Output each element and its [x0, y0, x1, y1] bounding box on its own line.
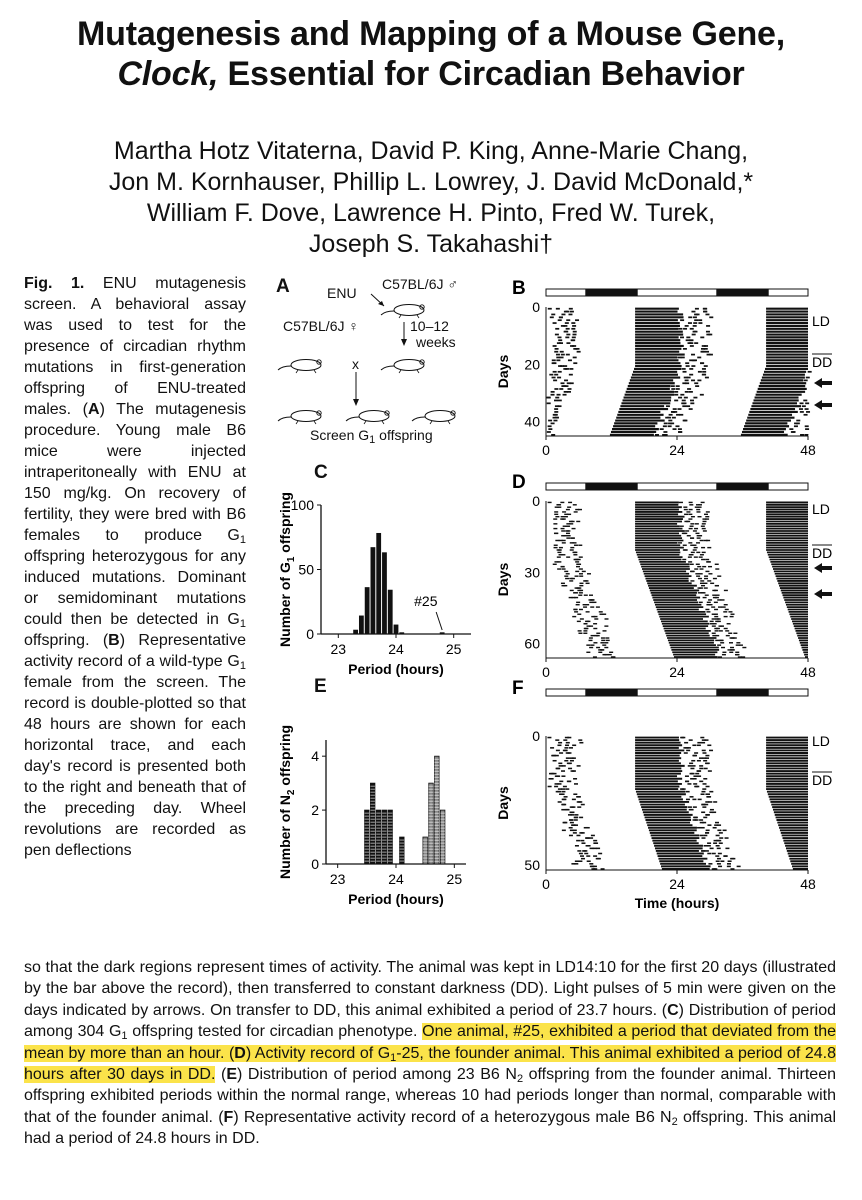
female-symbol-icon: ♀	[348, 318, 359, 334]
y-tick-label: 2	[311, 802, 319, 819]
y-tick-label: 30	[524, 564, 540, 581]
period-histogram-n2	[276, 690, 486, 915]
title-line-1: Mutagenesis and Mapping of a Mouse Gene,	[77, 15, 785, 53]
subscript: 1	[369, 434, 376, 446]
caption-text-7: ) Representative activity record of a heterozygous male B6 N	[233, 1108, 672, 1126]
y-tick-label: 60	[524, 635, 540, 652]
subscript: 2	[516, 1073, 524, 1086]
dark-phase-segment	[716, 689, 768, 696]
x-tick-label: 23	[330, 641, 347, 657]
subscript: 1	[121, 1030, 128, 1043]
y-label-rest: offspring	[277, 492, 293, 557]
y-tick-label: 50	[524, 856, 540, 873]
caption-ref-c: C	[667, 1001, 679, 1019]
x-tick-label: 48	[800, 664, 816, 680]
histogram-bar	[388, 590, 392, 634]
x-tick-label: 25	[445, 641, 462, 657]
subscript: 1	[239, 618, 246, 630]
caption-text-3: offspring tested for circadian phenotype.	[127, 1023, 423, 1041]
histogram-bar	[394, 625, 398, 634]
x-tick-label: 48	[800, 442, 816, 458]
y-axis-label: Days	[495, 562, 511, 597]
histogram-bar	[371, 548, 375, 634]
y-label-sub: 2	[286, 789, 297, 796]
y-tick-label: 0	[306, 626, 314, 642]
histogram-bar	[365, 588, 369, 634]
dd-label: DD	[812, 772, 833, 788]
y-tick-label: 0	[311, 856, 319, 872]
histogram-bar	[440, 633, 444, 634]
x-tick-label: 48	[800, 876, 816, 892]
y-label-sub: 1	[286, 556, 297, 563]
mutagenesis-diagram	[276, 276, 476, 446]
x-tick-label: 0	[542, 664, 550, 680]
caption-ref-f: F	[223, 1108, 234, 1126]
caption-text-4: (	[215, 1066, 227, 1084]
title-line-2	[0, 54, 862, 94]
y-tick-label: 0	[532, 493, 540, 509]
subscript: 1	[390, 1051, 397, 1064]
caption-a-text-2: offspring heterozygous for any induced mutations. Dominant or semidominant mutations could then be detected in G	[24, 548, 246, 628]
light-pulse-arrow-icon	[814, 589, 832, 599]
y-label-rest: offspring	[277, 724, 293, 790]
offspring-mouse-icon	[346, 411, 389, 425]
actogram-d	[490, 470, 850, 690]
offspring-mouse-icon	[412, 411, 455, 425]
histogram-bar	[400, 633, 404, 634]
y-axis-label	[277, 492, 297, 647]
panel-letter-a: A	[276, 276, 290, 297]
y-tick-label: 100	[290, 497, 314, 513]
author-list	[0, 136, 862, 260]
x-axis-label: Period (hours)	[348, 891, 444, 907]
panel-letter-c: C	[314, 462, 328, 483]
histogram-bar	[400, 837, 405, 864]
ld-label: LD	[812, 501, 830, 517]
ld-label: LD	[812, 313, 830, 329]
male-mouse-treated-icon	[381, 360, 424, 374]
screen-text-rest: offspring	[375, 427, 433, 443]
light-pulse-arrow-icon	[814, 563, 832, 573]
author-line-1: Martha Hotz Vitaterna, David P. King, Anne-Marie Chang,	[113, 137, 749, 165]
offspring-mouse-icon	[278, 411, 321, 425]
y-tick-label: 0	[532, 728, 540, 744]
dd-label: DD	[812, 354, 833, 370]
figure-caption-column	[24, 273, 246, 861]
y-tick-label: 20	[524, 356, 540, 373]
x-tick-label: 24	[388, 871, 404, 887]
highlight-2: ) Activity record of G	[245, 1044, 391, 1062]
dark-phase-segment	[716, 483, 768, 490]
weeks-label: 10–12	[410, 318, 449, 334]
y-label-main: Number of N	[277, 795, 293, 880]
caption-ref-e: E	[226, 1066, 237, 1084]
x-tick-label: 23	[329, 871, 346, 887]
dark-phase-segment	[585, 689, 637, 696]
light-pulse-arrow-icon	[814, 400, 832, 410]
caption-text-6: offspring from the founder animal. Thirteen offspring exhibited periods within the normal range, whereas 10 had periods longer than normal, comparable with that of the founder animal. (	[24, 1066, 836, 1126]
author-line-2: Jon M. Kornhauser, Phillip L. Lowrey, J. David McDonald,*	[108, 168, 754, 196]
subscript: 1	[239, 534, 246, 546]
caption-a-text-3: offspring. (	[24, 632, 109, 649]
histogram-bar	[377, 533, 381, 634]
subscript: 2	[671, 1115, 678, 1128]
y-tick-label: 40	[524, 413, 540, 430]
paper-title	[0, 14, 862, 94]
histogram-bar	[354, 630, 358, 634]
weeks-label-2: weeks	[416, 334, 456, 350]
dd-label: DD	[812, 545, 833, 561]
author-line-4: Joseph S. Takahashi†	[308, 230, 554, 258]
caption-intro: ENU mutagenesis screen. A behavioral assay was used to test for the presence of circadian rhythm mutations in first-generation offspring of ENU-treated males. (	[24, 275, 246, 418]
period-histogram-g1	[276, 480, 486, 680]
caption-ref-d: D	[234, 1044, 246, 1062]
histogram-bar	[382, 553, 386, 634]
caption-ref-b: B	[108, 632, 120, 649]
x-tick-label: 0	[542, 442, 550, 458]
highlight-1: One animal, #25, exhibited a period that deviated from the mean by more than an hour. (	[24, 1023, 837, 1062]
y-tick-label: 50	[298, 561, 314, 578]
author-line-3: William F. Dove, Lawrence H. Pinto, Fred W. Turek,	[146, 199, 716, 227]
dark-phase-segment	[585, 289, 637, 296]
caption-b-text: ) Representative activity record of a wild-type G	[24, 632, 246, 670]
y-tick-label: 4	[311, 748, 319, 765]
panel-letter: D	[512, 472, 526, 493]
y-axis-label: Days	[495, 354, 511, 389]
male-mouse-icon	[381, 305, 424, 319]
caption-ref-a: A	[88, 401, 100, 418]
x-axis-label: Time (hours)	[634, 895, 720, 911]
male-symbol-icon: ♂	[447, 276, 458, 292]
x-tick-label: 24	[388, 641, 404, 657]
dark-phase-segment	[585, 483, 637, 490]
gene-name: Clock,	[117, 55, 219, 93]
male-strain-text: C57BL/6J	[382, 276, 444, 292]
outlier-arrow	[436, 612, 442, 630]
light-pulse-arrow-icon	[814, 378, 832, 388]
histogram-bar	[423, 837, 428, 864]
title-line-2-rest: Essential for Circadian Behavior	[218, 55, 745, 93]
caption-text-5: ) Distribution of period among 23 B6 N	[237, 1066, 517, 1084]
actogram-f	[490, 676, 850, 921]
x-tick-label: 0	[542, 876, 550, 892]
caption-b-text-2: female from the screen. The record is double-plotted so that 48 hours are shown for each horizontal trace, and each day's record is presented both to the right and beneath that of the preceding day. Wheel revolutions are recorded as pen deflections	[24, 674, 246, 859]
caption-text-2: ) Distribution of period among 304 G	[24, 1001, 837, 1041]
enu-label: ENU	[327, 285, 357, 301]
female-strain-text: C57BL/6J	[283, 318, 345, 334]
figure-caption-continued	[24, 957, 836, 1150]
caption-text-1: so that the dark regions represent times of activity. The animal was kept in LD14:10 for the first 20 days (illustrated by the bar above the record), then transferred to constant darkness (DD). Light pulses of 5 min were given on the days indicated by arrows. On transfer to DD, this animal exhibited a period of 23.7 hours. (	[24, 959, 836, 1019]
panel-letter-e: E	[314, 676, 327, 697]
subscript: 1	[239, 660, 246, 672]
actogram-b	[490, 276, 850, 466]
histogram-bar	[359, 616, 363, 634]
highlight-3: -25, the founder animal. This animal exhibited a period of 24.8 hours after 30 days in DD.	[24, 1044, 836, 1084]
caption-text-8: offspring. This animal had a period of 24.8 hours in DD.	[24, 1108, 837, 1148]
x-tick-label: 25	[446, 871, 463, 887]
panel-letter: F	[512, 678, 524, 699]
dark-phase-segment	[716, 289, 768, 296]
ld-label: LD	[812, 733, 830, 749]
x-axis-label: Period (hours)	[348, 661, 444, 677]
y-label-main: Number of G	[277, 562, 293, 647]
x-tick-label: 24	[669, 664, 685, 680]
cross-symbol: x	[352, 356, 359, 372]
screen-text: Screen G	[310, 427, 370, 443]
y-axis-label	[277, 725, 297, 879]
y-tick-label: 0	[532, 299, 540, 315]
y-axis-label: Days	[495, 786, 511, 820]
panel-letter: B	[512, 278, 526, 299]
x-tick-label: 24	[669, 876, 685, 892]
female-mouse-icon	[278, 360, 321, 374]
x-tick-label: 24	[669, 442, 685, 458]
outlier-annotation: #25	[414, 593, 438, 609]
caption-a-text: ) The mutagenesis procedure. Young male B6 mice were injected intraperitoneally with ENU at 150 mg/kg. On recovery of fertility, they were bred with B6 females to produce G	[24, 401, 247, 544]
figure-label: Fig. 1.	[24, 275, 85, 292]
